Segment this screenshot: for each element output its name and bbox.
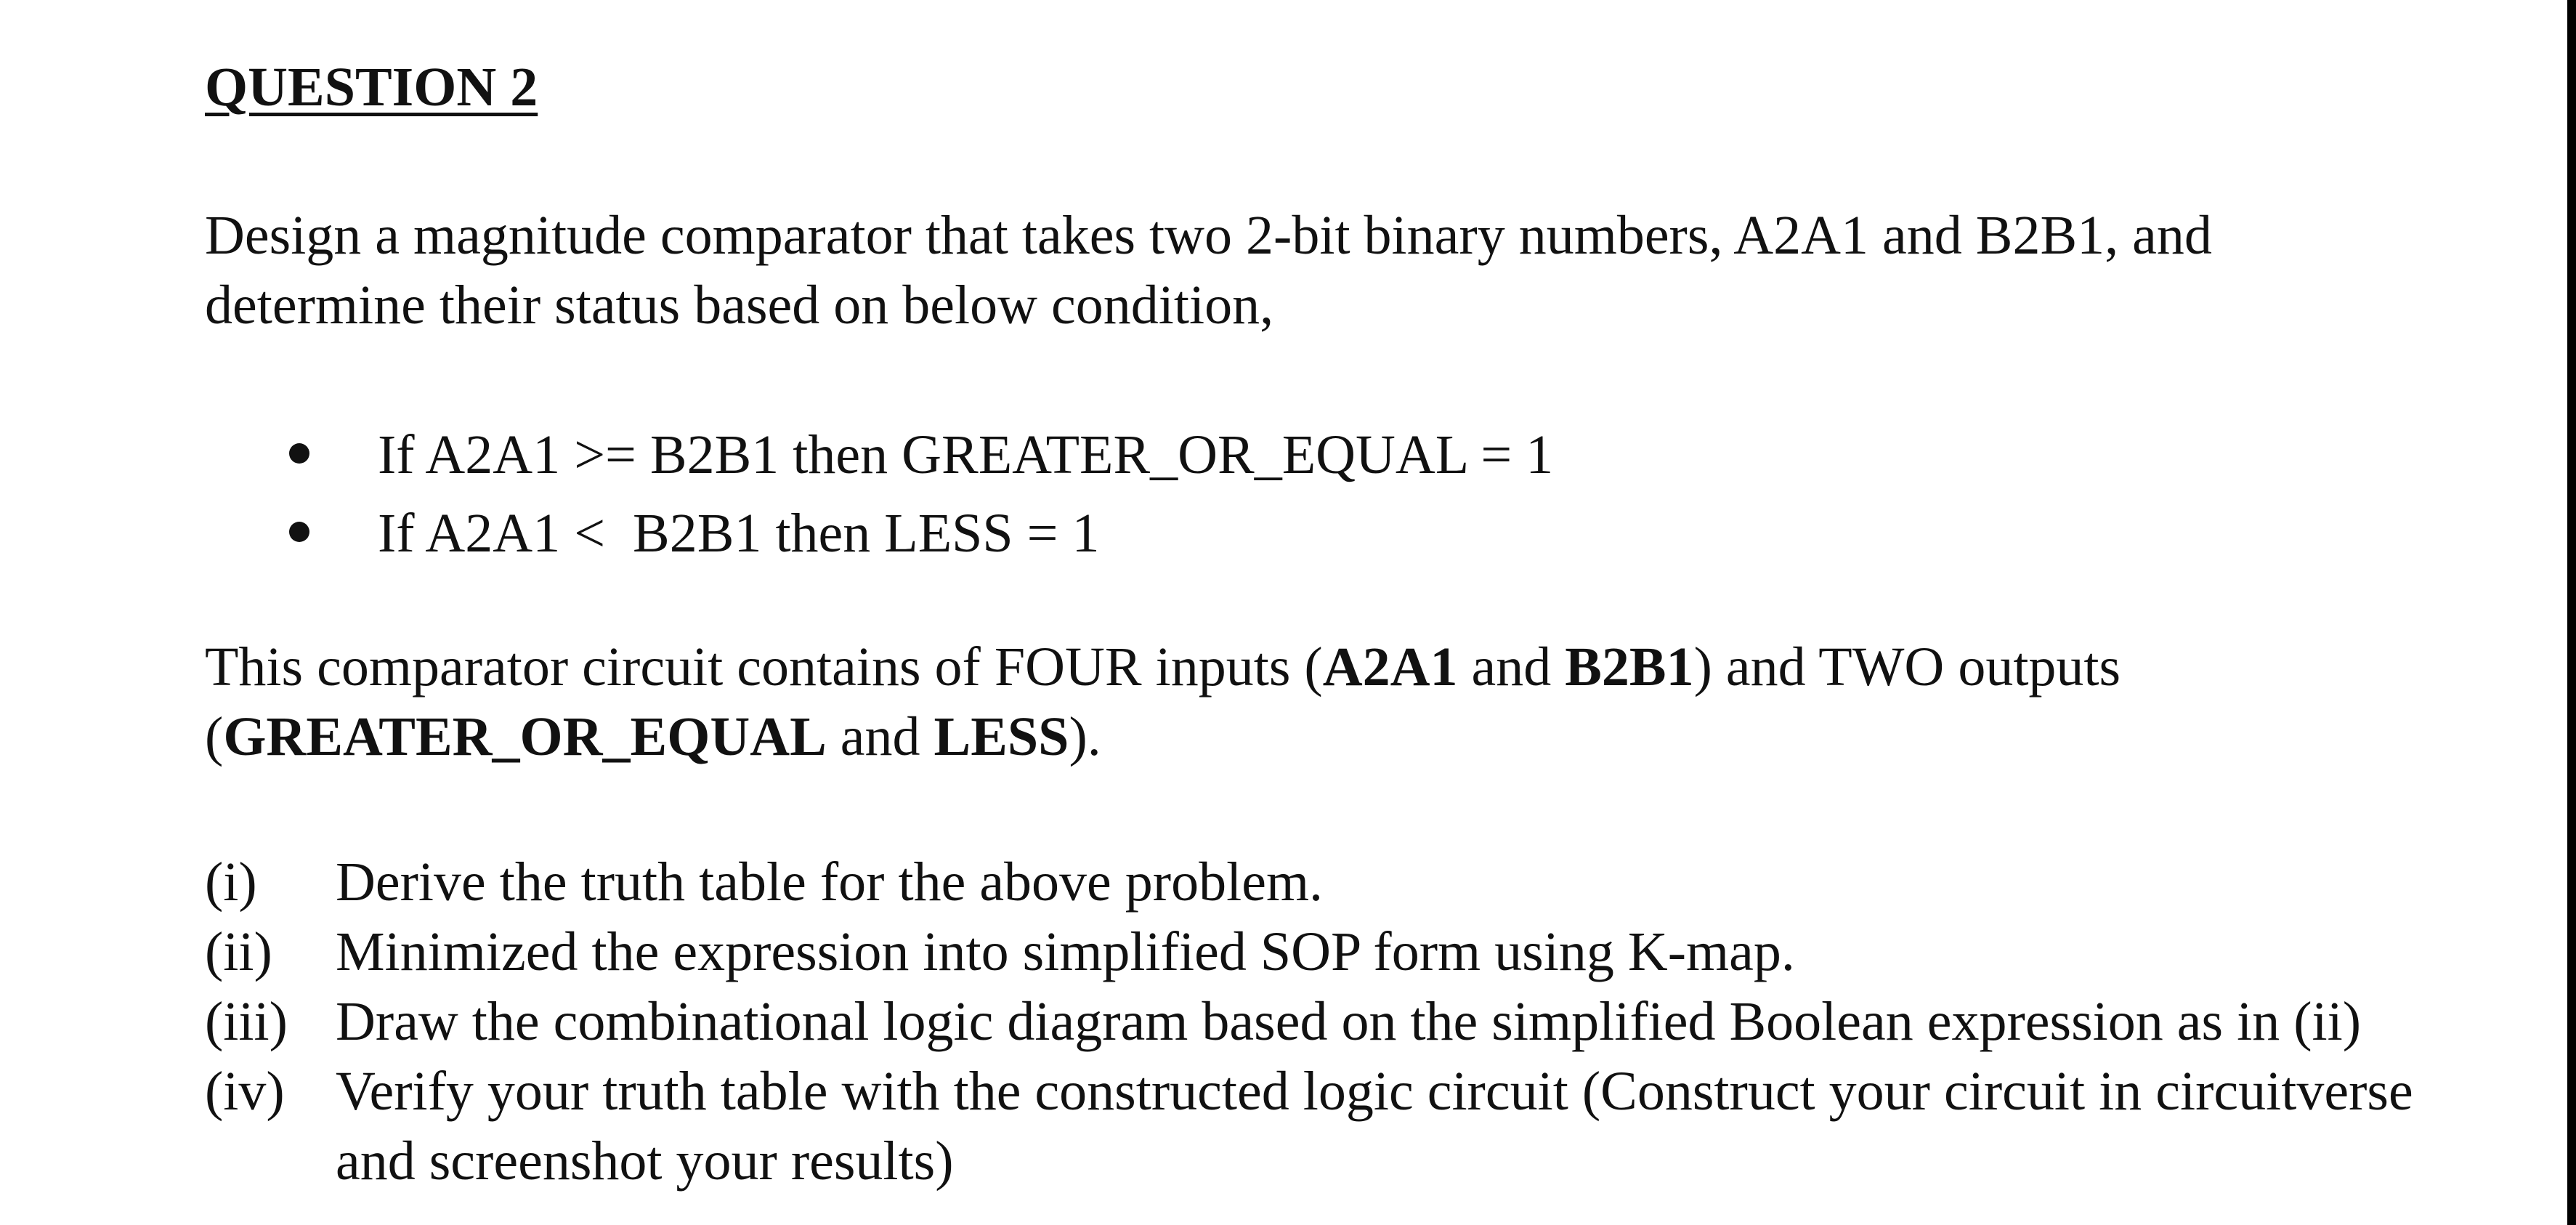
circuit-text: and (1457, 636, 1566, 698)
bullet-icon (289, 522, 309, 542)
task-number: (i) (205, 852, 257, 913)
task-text: Draw the combinational logic diagram based on the simplified Boolean expression as in (ii) (336, 991, 2362, 1052)
circuit-text: ) and TWO outputs (1693, 636, 2121, 698)
circuit-text: ( (205, 706, 224, 767)
input-a-label: A2A1 (1322, 636, 1458, 698)
input-b-label: B2B1 (1565, 636, 1694, 698)
output-ge-label: GREATER_OR_EQUAL (223, 706, 827, 767)
circuit-text: ). (1069, 706, 1101, 767)
task-list (205, 847, 2413, 1196)
task-item (205, 917, 2413, 987)
task-number: (iii) (205, 991, 288, 1052)
task-number: (iv) (205, 1061, 285, 1122)
circuit-line-2 (205, 702, 2121, 772)
task-item (205, 987, 2413, 1056)
output-less-label: LESS (933, 706, 1069, 767)
circuit-description (205, 632, 2121, 772)
bullet-icon (289, 443, 309, 464)
task-text: Minimized the expression into simplified SOP form using K-map. (336, 921, 1795, 982)
task-text-continuation: and screenshot your results) (336, 1131, 954, 1192)
intro-paragraph (205, 201, 2212, 340)
task-item (205, 1056, 2413, 1196)
task-text: Verify your truth table with the constructed logic circuit (Construct your circuit in circuitverse (336, 1061, 2413, 1122)
task-item (205, 847, 2413, 917)
circuit-line-1 (205, 632, 2121, 702)
task-text: Derive the truth table for the above problem. (336, 852, 1324, 913)
condition-text: If A2A1 < B2B1 then LESS = 1 (378, 503, 1100, 564)
page-edge-border (2567, 0, 2576, 1225)
circuit-text: and (826, 706, 934, 767)
task-number: (ii) (205, 921, 272, 982)
condition-text: If A2A1 >= B2B1 then GREATER_OR_EQUAL = 1 (378, 424, 1554, 485)
circuit-text: This comparator circuit contains of FOUR inputs ( (205, 636, 1323, 698)
intro-line-2: determine their status based on below condition, (205, 275, 1274, 336)
question-heading: QUESTION 2 (205, 57, 538, 118)
intro-line-1: Design a magnitude comparator that takes two 2-bit binary numbers, A2A1 and B2B1, and (205, 205, 2212, 266)
